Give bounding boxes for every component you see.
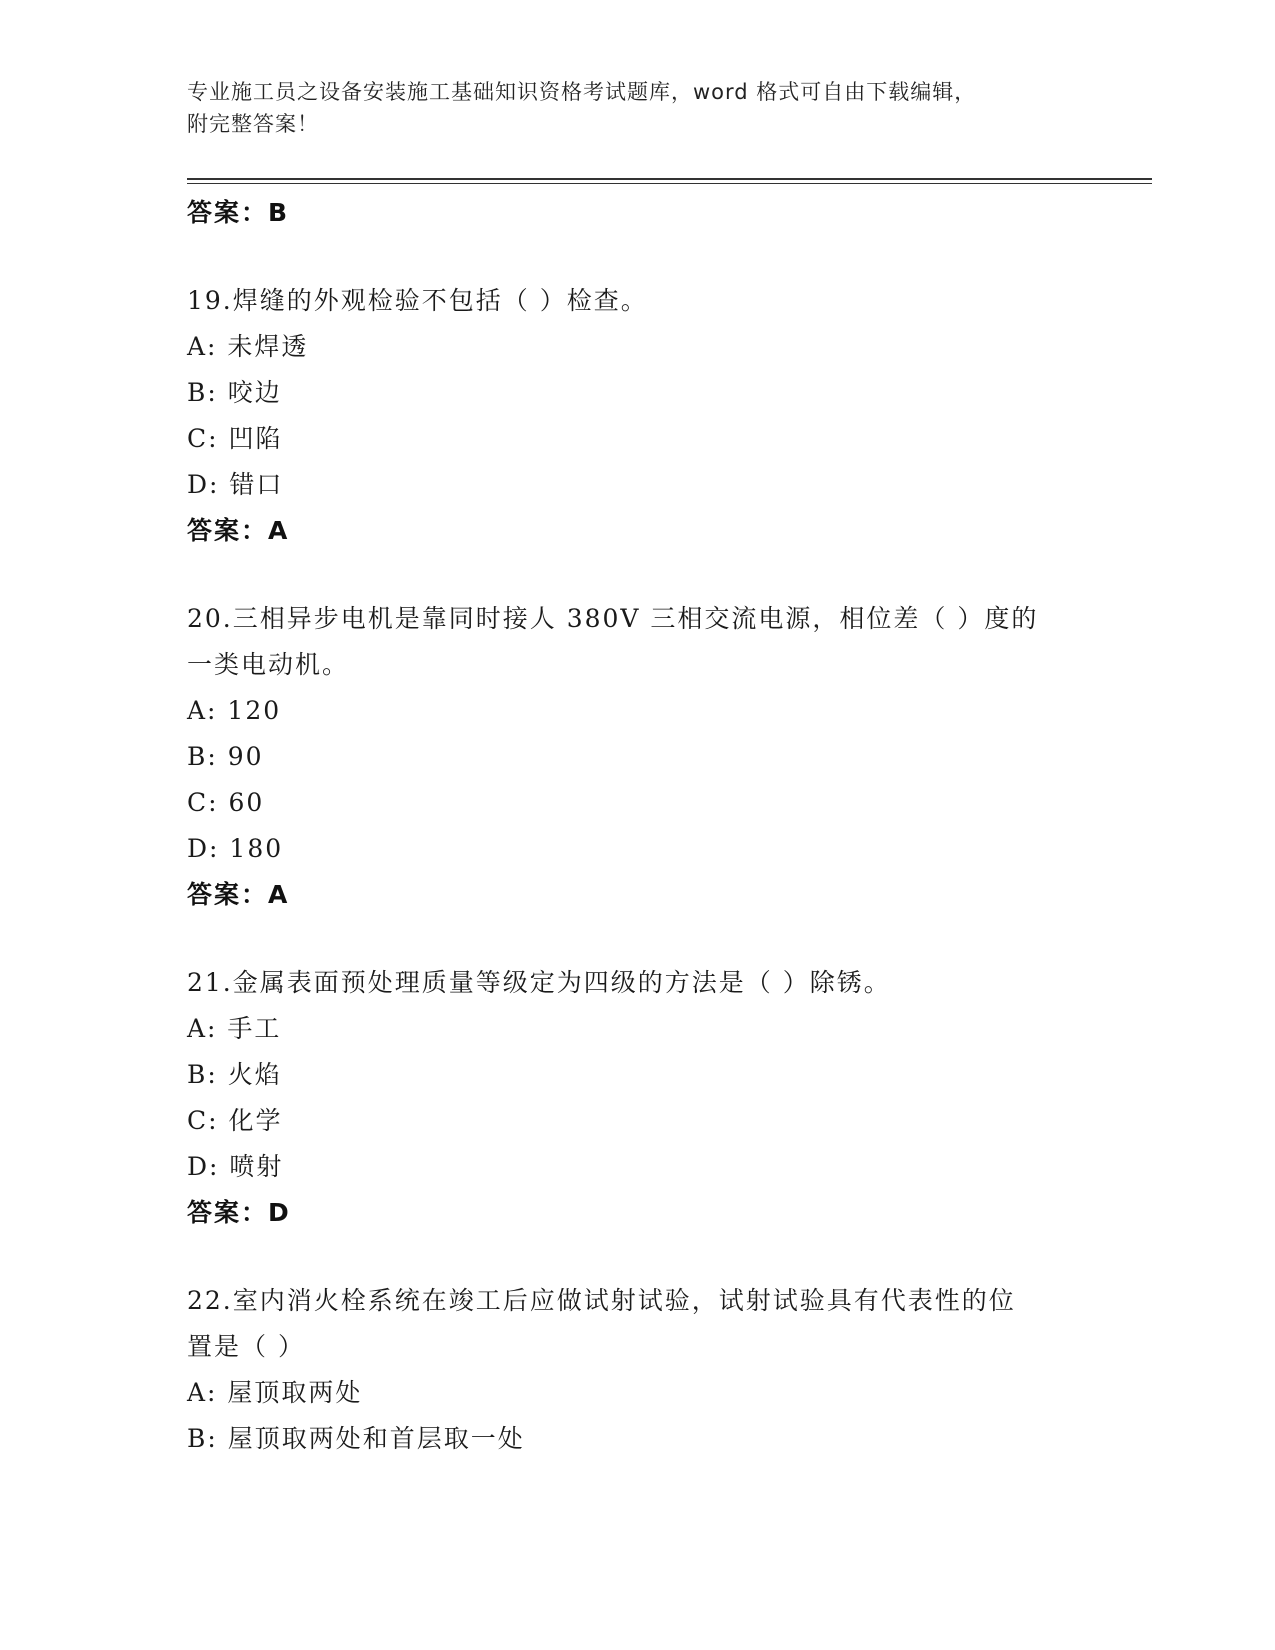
document-header [187, 76, 1087, 140]
question-text: 19.焊缝的外观检验不包括（ ）检查。 [187, 286, 648, 315]
option-a: A: 未焊透 [187, 332, 309, 361]
header-line-1: 专业施工员之设备安装施工基础知识资格考试题库，word 格式可自由下载编辑， [187, 80, 977, 104]
document-body [187, 190, 1087, 1462]
answer-label: 答案：D [187, 1198, 291, 1227]
question-block-22 [187, 1278, 1087, 1462]
option-d: D: 180 [187, 834, 284, 863]
answer-label: 答案：A [187, 880, 290, 909]
option-b: B: 火焰 [187, 1060, 282, 1089]
option-a: A: 120 [187, 696, 282, 725]
option-a: A: 屋顶取两处 [187, 1378, 363, 1407]
spacer [187, 1236, 1087, 1278]
question-text: 22.室内消火栓系统在竣工后应做试射试验，试射试验具有代表性的位 [187, 1286, 1016, 1315]
question-block-19 [187, 278, 1087, 554]
header-line-2: 附完整答案！ [187, 112, 319, 136]
answer-label: 答案：A [187, 516, 290, 545]
option-c: C: 化学 [187, 1106, 283, 1135]
option-c: C: 凹陷 [187, 424, 283, 453]
option-a: A: 手工 [187, 1014, 282, 1043]
option-d: D: 喷射 [187, 1152, 284, 1181]
question-text-continued: 一类电动机。 [187, 650, 350, 679]
spacer [187, 918, 1087, 960]
option-b: B: 屋顶取两处和首层取一处 [187, 1424, 525, 1453]
option-c: C: 60 [187, 788, 265, 817]
option-b: B: 90 [187, 742, 264, 771]
question-text: 20.三相异步电机是靠同时接人 380V 三相交流电源，相位差（ ）度的 [187, 604, 1039, 633]
question-text: 21.金属表面预处理质量等级定为四级的方法是（ ）除锈。 [187, 968, 891, 997]
header-divider-thick [187, 178, 1152, 180]
option-d: D: 错口 [187, 470, 284, 499]
spacer [187, 554, 1087, 596]
previous-answer: 答案：B [187, 198, 290, 227]
spacer [187, 236, 1087, 278]
question-text-continued: 置是（ ） [187, 1332, 305, 1361]
question-block-21 [187, 960, 1087, 1236]
header-divider-thin [187, 183, 1152, 184]
question-block-20 [187, 596, 1087, 918]
option-b: B: 咬边 [187, 378, 282, 407]
